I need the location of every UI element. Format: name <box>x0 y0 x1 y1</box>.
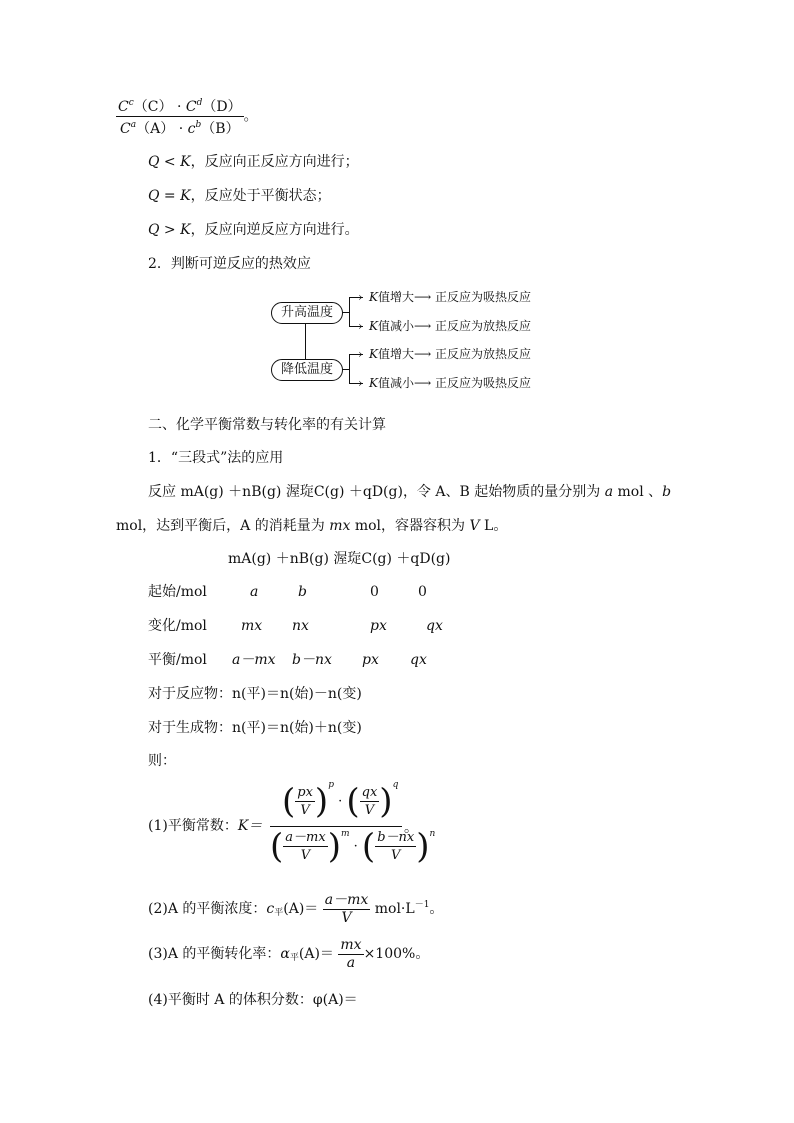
k-symbol: K <box>369 319 378 333</box>
reaction-line-2 <box>116 517 507 535</box>
reaction-text3: L。 <box>479 518 508 534</box>
k-dot-2: · <box>353 839 358 854</box>
k-numerator: ( $\frac{px}{V}$ )$^p$ · ( $\frac{qx}{V}$ )$^q$ <box>282 780 399 822</box>
long-arrow-icon: ⟶ <box>413 347 432 361</box>
qc-numerator <box>116 95 244 117</box>
k-bot2-den: V <box>391 848 401 863</box>
k-top2-exp: q <box>392 780 399 790</box>
qc-n1: C <box>118 99 129 115</box>
reaction-text2: mol，容器容积为 <box>350 518 470 534</box>
k-top2-num: qx <box>361 785 378 800</box>
section2-heading: 2．判断可逆反应的热效应 <box>148 256 311 272</box>
arrow-head-icon: › <box>358 319 363 333</box>
conc-c: c <box>266 901 275 917</box>
rule-eq <box>148 187 331 205</box>
qc-s4: （B） <box>201 121 240 137</box>
sub1-heading: 1．“三段式”法的应用 <box>148 450 284 466</box>
k-top1-den: V <box>300 803 310 818</box>
reaction-lead: 反应 <box>148 484 181 500</box>
var-b: b <box>662 484 672 500</box>
row-c2: nx <box>292 618 309 634</box>
qc-end: 。 <box>243 108 258 125</box>
conc-end: 。 <box>429 901 444 917</box>
var-a: a <box>604 484 614 500</box>
table-row <box>148 651 568 669</box>
qc-n2: C <box>185 99 197 115</box>
unit-mol: mol 、 <box>613 484 663 500</box>
qc-s2: （D） <box>202 99 242 115</box>
conc-line <box>148 886 443 932</box>
reactant-line: 对于反应物：n(平)＝n(始)－n(变) <box>148 686 362 702</box>
qc-e3: a <box>130 120 137 130</box>
var-v: V <box>469 518 480 534</box>
row-c3: 0 <box>370 584 379 600</box>
row-label: 平衡/mol <box>148 652 207 668</box>
result-text: 正反应为放热反应 <box>435 319 532 333</box>
qc-fraction-body <box>116 95 244 138</box>
row-label: 起始/mol <box>148 584 207 600</box>
row-c1: mx <box>241 618 263 634</box>
conv-num: mx <box>340 936 362 953</box>
qc-dot: · <box>176 99 182 115</box>
k-top1-exp: p <box>328 780 334 790</box>
diagram-connector <box>305 323 306 359</box>
qc-e2: d <box>196 98 203 108</box>
qc-s1: （C） <box>133 99 173 115</box>
row-c4: 0 <box>418 584 427 600</box>
arrow-head-icon: › <box>358 290 363 304</box>
row-c2: b－nx <box>292 652 332 668</box>
long-arrow-icon: ⟶ <box>413 290 432 304</box>
k-symbol: K <box>369 376 378 390</box>
table-row <box>148 617 568 635</box>
conc-exp: －1 <box>414 900 430 910</box>
var-mx: mx <box>329 518 351 534</box>
k-change: 值增大 <box>377 347 414 361</box>
k-bot1-exp: m <box>340 829 350 839</box>
k-bot2-exp: n <box>429 829 436 839</box>
diagram-row-2 <box>369 319 531 333</box>
lower-temp-box: 降低温度 <box>271 359 343 381</box>
diagram-row-1 <box>369 290 531 304</box>
k-label-text: (1)平衡常数： <box>148 818 238 834</box>
rule-k: K <box>180 154 191 170</box>
row-c4: qx <box>410 652 427 668</box>
product-line: 对于生成物：n(平)＝n(始)＋n(变) <box>148 720 362 736</box>
qc-d1: C <box>120 121 131 137</box>
conc-label: (2)A 的平衡浓度： <box>148 901 267 917</box>
centered-equation: mA(g) ＋nB(g) 渥琁C(g) ＋qD(g) <box>228 551 451 567</box>
qc-fraction <box>116 95 258 138</box>
k-denominator: ( $\frac{a-mx}{V}$ )$^m$ · ( $\frac{b-nx}{V}$ )$^n$ <box>270 826 436 867</box>
k-bot2-num: b－nx <box>377 830 415 845</box>
k-top2-den: V <box>364 803 375 818</box>
result-text: 正反应为吸热反应 <box>435 376 532 390</box>
row-c3: px <box>370 618 387 634</box>
qc-denominator <box>116 117 244 138</box>
rule-op: < <box>159 154 181 170</box>
qc-dot-2: · <box>178 121 184 137</box>
qc-s3: （A） <box>136 121 175 137</box>
rule-q: Q <box>148 188 160 204</box>
arrow-head-icon: › <box>358 347 363 361</box>
rule-text: ，反应向逆反应方向进行。 <box>190 222 359 238</box>
reaction-rest: ，令 A、B 起始物质的量分别为 <box>402 484 605 500</box>
table-row <box>148 583 568 601</box>
raise-temp-box: 升高温度 <box>271 302 343 324</box>
conversion-line <box>148 935 429 977</box>
row-c3: px <box>362 652 379 668</box>
diagram-row-4 <box>369 376 531 390</box>
k-change: 值减小 <box>377 376 414 390</box>
qc-e1: c <box>128 98 134 108</box>
result-text: 正反应为吸热反应 <box>435 290 532 304</box>
conc-unit: mol·L <box>374 901 415 917</box>
conv-alpha: α <box>280 946 290 962</box>
rule-q: Q <box>148 222 160 238</box>
volume-fraction-line: (4)平衡时 A 的体积分数：φ(A)＝ <box>148 992 358 1008</box>
diagram-row-3 <box>369 347 531 361</box>
rule-text: ，反应处于平衡状态； <box>190 188 331 204</box>
k-bot1-num: a－mx <box>285 830 326 845</box>
k-symbol: K <box>369 290 378 304</box>
part2-heading: 二、化学平衡常数与转化率的有关计算 <box>148 417 386 433</box>
then-label: 则： <box>148 753 176 769</box>
row-label: 变化/mol <box>148 618 207 634</box>
k-bot1-den: V <box>300 848 311 863</box>
rule-k: K <box>180 188 191 204</box>
k-change: 值增大 <box>377 290 414 304</box>
reaction-line-1 <box>148 483 671 501</box>
rule-k: K <box>180 222 191 238</box>
conv-sub: 平 <box>289 953 299 963</box>
conv-tail: ×100%。 <box>363 946 430 962</box>
k-dot: · <box>338 794 343 809</box>
rule-lt <box>148 153 359 171</box>
k-symbol: K <box>369 347 378 361</box>
result-text: 正反应为放热反应 <box>435 347 532 361</box>
row-c1: a－mx <box>232 652 276 668</box>
k-top1-num: px <box>297 785 313 800</box>
long-arrow-icon: ⟶ <box>413 319 432 333</box>
conc-num: a－mx <box>324 891 369 908</box>
reaction-text1: mol，达到平衡后，A 的消耗量为 <box>116 518 330 534</box>
conv-rest: (A)＝ <box>298 946 334 962</box>
conc-rest: (A)＝ <box>283 901 319 917</box>
reaction-equation: mA(g) ＋nB(g) 渥琁C(g) ＋qD(g) <box>180 484 403 500</box>
conv-den: a <box>346 954 356 971</box>
branch-line <box>349 297 350 327</box>
k-change: 值减小 <box>377 319 414 333</box>
k-fraction <box>270 780 436 874</box>
long-arrow-icon: ⟶ <box>413 376 432 390</box>
rule-op: = <box>159 188 181 204</box>
k-equals: K＝ <box>237 818 263 834</box>
conv-label: (3)A 的平衡转化率： <box>148 946 281 962</box>
branch-line <box>349 354 350 384</box>
k-end: 。 <box>404 820 418 836</box>
rule-gt <box>148 221 359 239</box>
row-c2: b <box>298 584 307 600</box>
rule-q: Q <box>148 154 160 170</box>
row-c1: a <box>250 584 259 600</box>
qc-d2: c <box>187 121 196 137</box>
arrow-head-icon: › <box>358 376 363 390</box>
row-c4: qx <box>426 618 443 634</box>
qc-e4: b <box>195 120 202 130</box>
conc-sub: 平 <box>274 908 284 918</box>
k-label <box>148 817 262 835</box>
rule-text: ，反应向正反应方向进行； <box>190 154 359 170</box>
conc-den: V <box>341 909 352 926</box>
rule-op: > <box>159 222 181 238</box>
